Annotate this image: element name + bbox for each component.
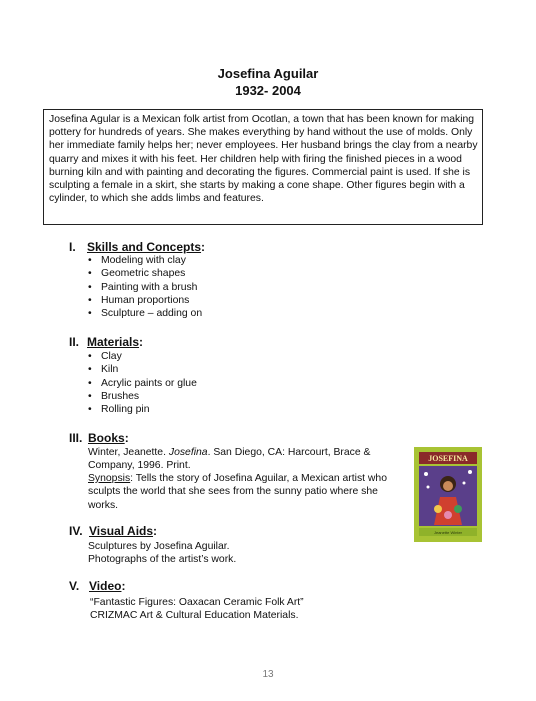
video-title: “Fantastic Figures: Oaxacan Ceramic Folk Art”: [90, 597, 304, 608]
list-item: • Kiln: [88, 363, 197, 376]
section-number: I.: [69, 240, 76, 254]
video-source: CRIZMAC Art & Cultural Education Materials.: [90, 610, 299, 621]
list-item: • Sculpture – adding on: [88, 307, 202, 320]
book-cover-art: [414, 447, 482, 542]
skills-list: [88, 254, 202, 320]
list-item: • Human proportions: [88, 294, 202, 307]
page-subtitle-years: 1932- 2004: [235, 83, 301, 98]
list-item: • Acrylic paints or glue: [88, 377, 197, 390]
section-label: Visual Aids: [89, 524, 154, 538]
materials-list: [88, 350, 197, 416]
synopsis-label: Synopsis: [88, 473, 131, 484]
section-label: Video: [89, 579, 122, 593]
section-visual-aids-heading: IV. Visual Aids:: [69, 524, 158, 538]
citation-publisher: . San Diego, CA: Harcourt, Brace & Company, 1996. Print.: [88, 447, 371, 472]
citation-title: Josefina: [168, 447, 208, 458]
section-number: IV.: [69, 524, 83, 538]
book-citation: [88, 446, 398, 473]
section-label: Books: [88, 431, 125, 445]
list-item: • Geometric shapes: [88, 267, 202, 280]
list-item: • Rolling pin: [88, 403, 197, 416]
section-label: Skills and Concepts: [87, 240, 202, 254]
list-item: • Painting with a brush: [88, 281, 202, 294]
section-label: Materials: [87, 335, 140, 349]
book-cover-image: [414, 447, 482, 542]
cover-title: JOSEFINA: [428, 454, 468, 463]
page-title: Josefina Aguilar: [217, 66, 319, 81]
book-synopsis: [88, 472, 398, 512]
visual-aids-line: Sculptures by Josefina Aguilar.: [88, 541, 230, 552]
page-number: 13: [262, 669, 274, 680]
list-item: • Clay: [88, 350, 197, 363]
section-number: V.: [69, 579, 80, 593]
cover-author: Jeanette Winter: [433, 530, 463, 535]
section-materials-heading: II. Materials:: [69, 335, 144, 349]
section-number: II.: [69, 335, 80, 349]
section-number: III.: [69, 431, 83, 445]
section-skills-heading: I. Skills and Concepts:: [69, 240, 206, 254]
citation-author: Winter, Jeanette.: [88, 447, 166, 458]
list-item: • Modeling with clay: [88, 254, 202, 267]
section-books-heading: III. Books:: [69, 431, 129, 445]
section-video-heading: V. Video:: [69, 579, 126, 593]
biography-box: Josefina Agular is a Mexican folk artist from Ocotlan, a town that has been known for making pottery for hundreds of years. She makes everything by hand without the use of molds. Only her immediate family helps her; never employees. Her husband brings the clay from a nearby quarry and mixes it with his feet. Her children help with firing the finished pieces in a wood burning kiln and with painting and decorating the figures. Commercial paint is used. If she is sculpting a female in a skirt, she starts by making a cone shape. Other figures begin with a cylinder, to which she adds limbs and features.: [43, 109, 483, 225]
visual-aids-line: Photographs of the artist’s work.: [88, 554, 237, 565]
synopsis-text: : Tells the story of Josefina Aguilar, a Mexican artist who sculpts the world that she sees from the sunny patio where she works.: [88, 473, 387, 511]
list-item: • Brushes: [88, 390, 197, 403]
